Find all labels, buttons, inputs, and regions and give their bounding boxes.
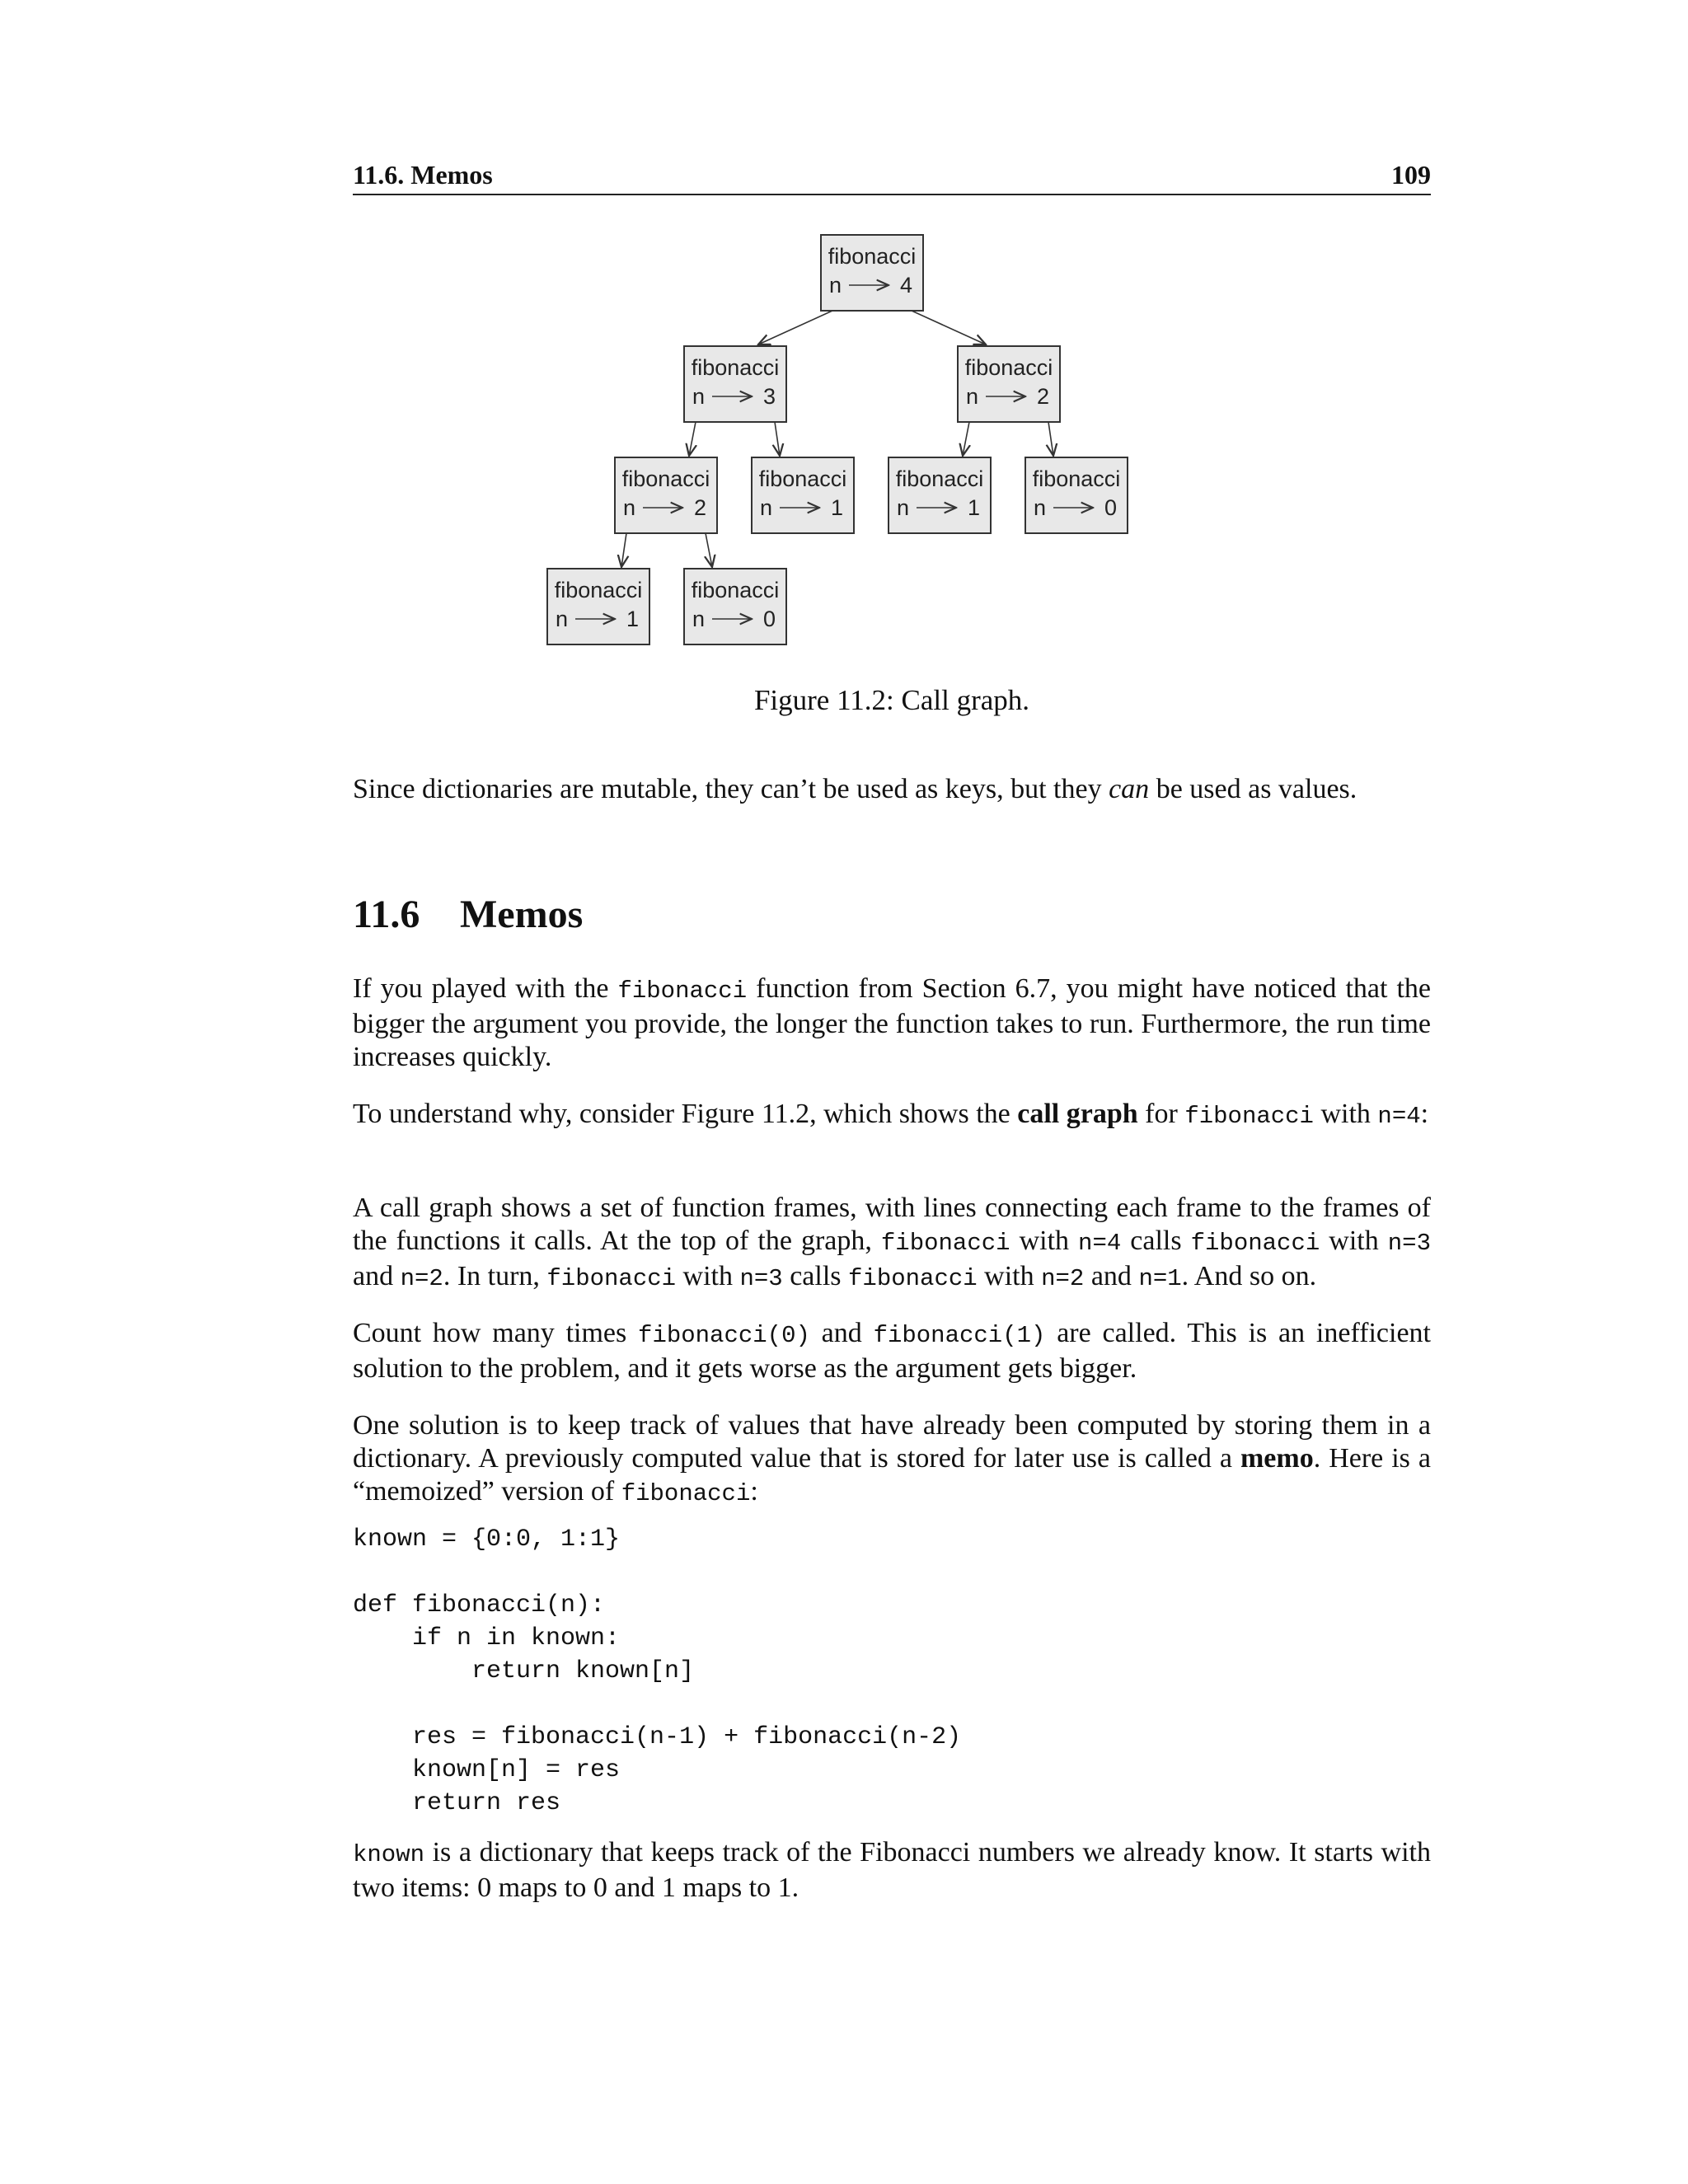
call-edge (775, 422, 780, 456)
frame-function-name: fibonacci (554, 578, 643, 602)
frame-variable-name: n (966, 384, 979, 409)
frame-variable-name: n (692, 384, 706, 409)
frame-function-name: fibonacci (1032, 466, 1121, 491)
frame-node (615, 457, 717, 533)
paragraph-6: known is a dictionary that keeps track of the Fibonacci numbers we already know. It starts with two items: 0 maps to 0 and 1 maps to 1. (353, 1837, 1431, 1903)
call-edge (689, 422, 696, 456)
call-edge (963, 422, 969, 456)
paragraph-3: A call graph shows a set of function frames, with lines connecting each frame to the frames of the functions it calls. At the top of the graph, fibonacci with n=4 calls fibonacci with n=3 and n=2. In turn, fibonacci with n=3 calls fibonacci with n=2 and n=1. And so on. (353, 1193, 1431, 1292)
frame-node (684, 346, 786, 422)
paragraph-1: If you played with the fibonacci function from Section 6.7, you might have noticed that the bigger the argument you provide, the longer the function takes to run. Furthermore, the run time increases quickly. (353, 973, 1432, 1072)
frame-function-name: fibonacci (828, 244, 917, 269)
frame-variable-name: n (623, 495, 636, 520)
section-number: 11.6 (353, 893, 420, 936)
call-graph-nodes (547, 235, 1128, 644)
paragraph-2: To understand why, consider Figure 11.2, which shows the call graph for fibonacci with n=4: (353, 1099, 1429, 1130)
call-edge (758, 311, 832, 344)
frame-function-name: fibonacci (621, 466, 710, 491)
code-listing: known = {0:0, 1:1} def fibonacci(n): if n in known: return known[n] res = fibonacci(n-1) + fibonacci(n-2) known[n] = res return res (353, 1526, 962, 1817)
frame-node (684, 569, 786, 644)
header-section-title: 11.6. Memos (353, 160, 493, 190)
section-heading (353, 892, 583, 937)
frame-function-name: fibonacci (964, 355, 1053, 380)
paragraph-4: Count how many times fibonacci(0) and fibonacci(1) are called. This is an inefficient solution to the problem, and it gets worse as the argument gets bigger. (353, 1318, 1431, 1384)
term-memo: memo (1240, 1443, 1314, 1474)
frame-function-name: fibonacci (691, 355, 780, 380)
call-edge (706, 533, 712, 567)
frame-node (821, 235, 923, 311)
frame-variable-value: 0 (1104, 495, 1118, 520)
frame-node (547, 569, 649, 644)
frame-variable-name: n (692, 607, 706, 631)
section-title: Memos (460, 893, 584, 936)
intro-paragraph: Since dictionaries are mutable, they can’t be used as keys, but they can be used as values. (353, 774, 1357, 804)
call-edge (1048, 422, 1053, 456)
frame-function-name: fibonacci (691, 578, 780, 602)
frame-node (889, 457, 991, 533)
frame-variable-name: n (1034, 495, 1047, 520)
call-graph-figure (0, 0, 1688, 676)
frame-node (1025, 457, 1128, 533)
frame-variable-name: n (829, 273, 842, 298)
frame-variable-value: 1 (626, 607, 640, 631)
frame-function-name: fibonacci (758, 466, 847, 491)
frame-function-name: fibonacci (895, 466, 984, 491)
emphasis-can: can (1109, 774, 1150, 804)
term-call-graph: call graph (1017, 1099, 1138, 1129)
call-edge (621, 533, 626, 567)
frame-node (958, 346, 1060, 422)
frame-variable-value: 2 (1037, 384, 1050, 409)
frame-variable-name: n (556, 607, 569, 631)
frame-variable-name: n (760, 495, 773, 520)
frame-variable-value: 4 (900, 273, 913, 298)
figure-caption: Figure 11.2: Call graph. (753, 684, 1030, 716)
frame-variable-name: n (897, 495, 910, 520)
frame-variable-value: 1 (831, 495, 844, 520)
header-page-number: 109 (1391, 160, 1431, 190)
frame-variable-value: 2 (694, 495, 707, 520)
call-edge (912, 311, 986, 344)
frame-node (752, 457, 854, 533)
paragraph-5: One solution is to keep track of values that have already been computed by storing them in a dictionary. A previously computed value that is stored for later use is called a memo. Here is a “memoized” version of fibonacci: (353, 1410, 1431, 1507)
frame-variable-value: 0 (763, 607, 776, 631)
frame-variable-value: 3 (763, 384, 776, 409)
frame-variable-value: 1 (968, 495, 981, 520)
